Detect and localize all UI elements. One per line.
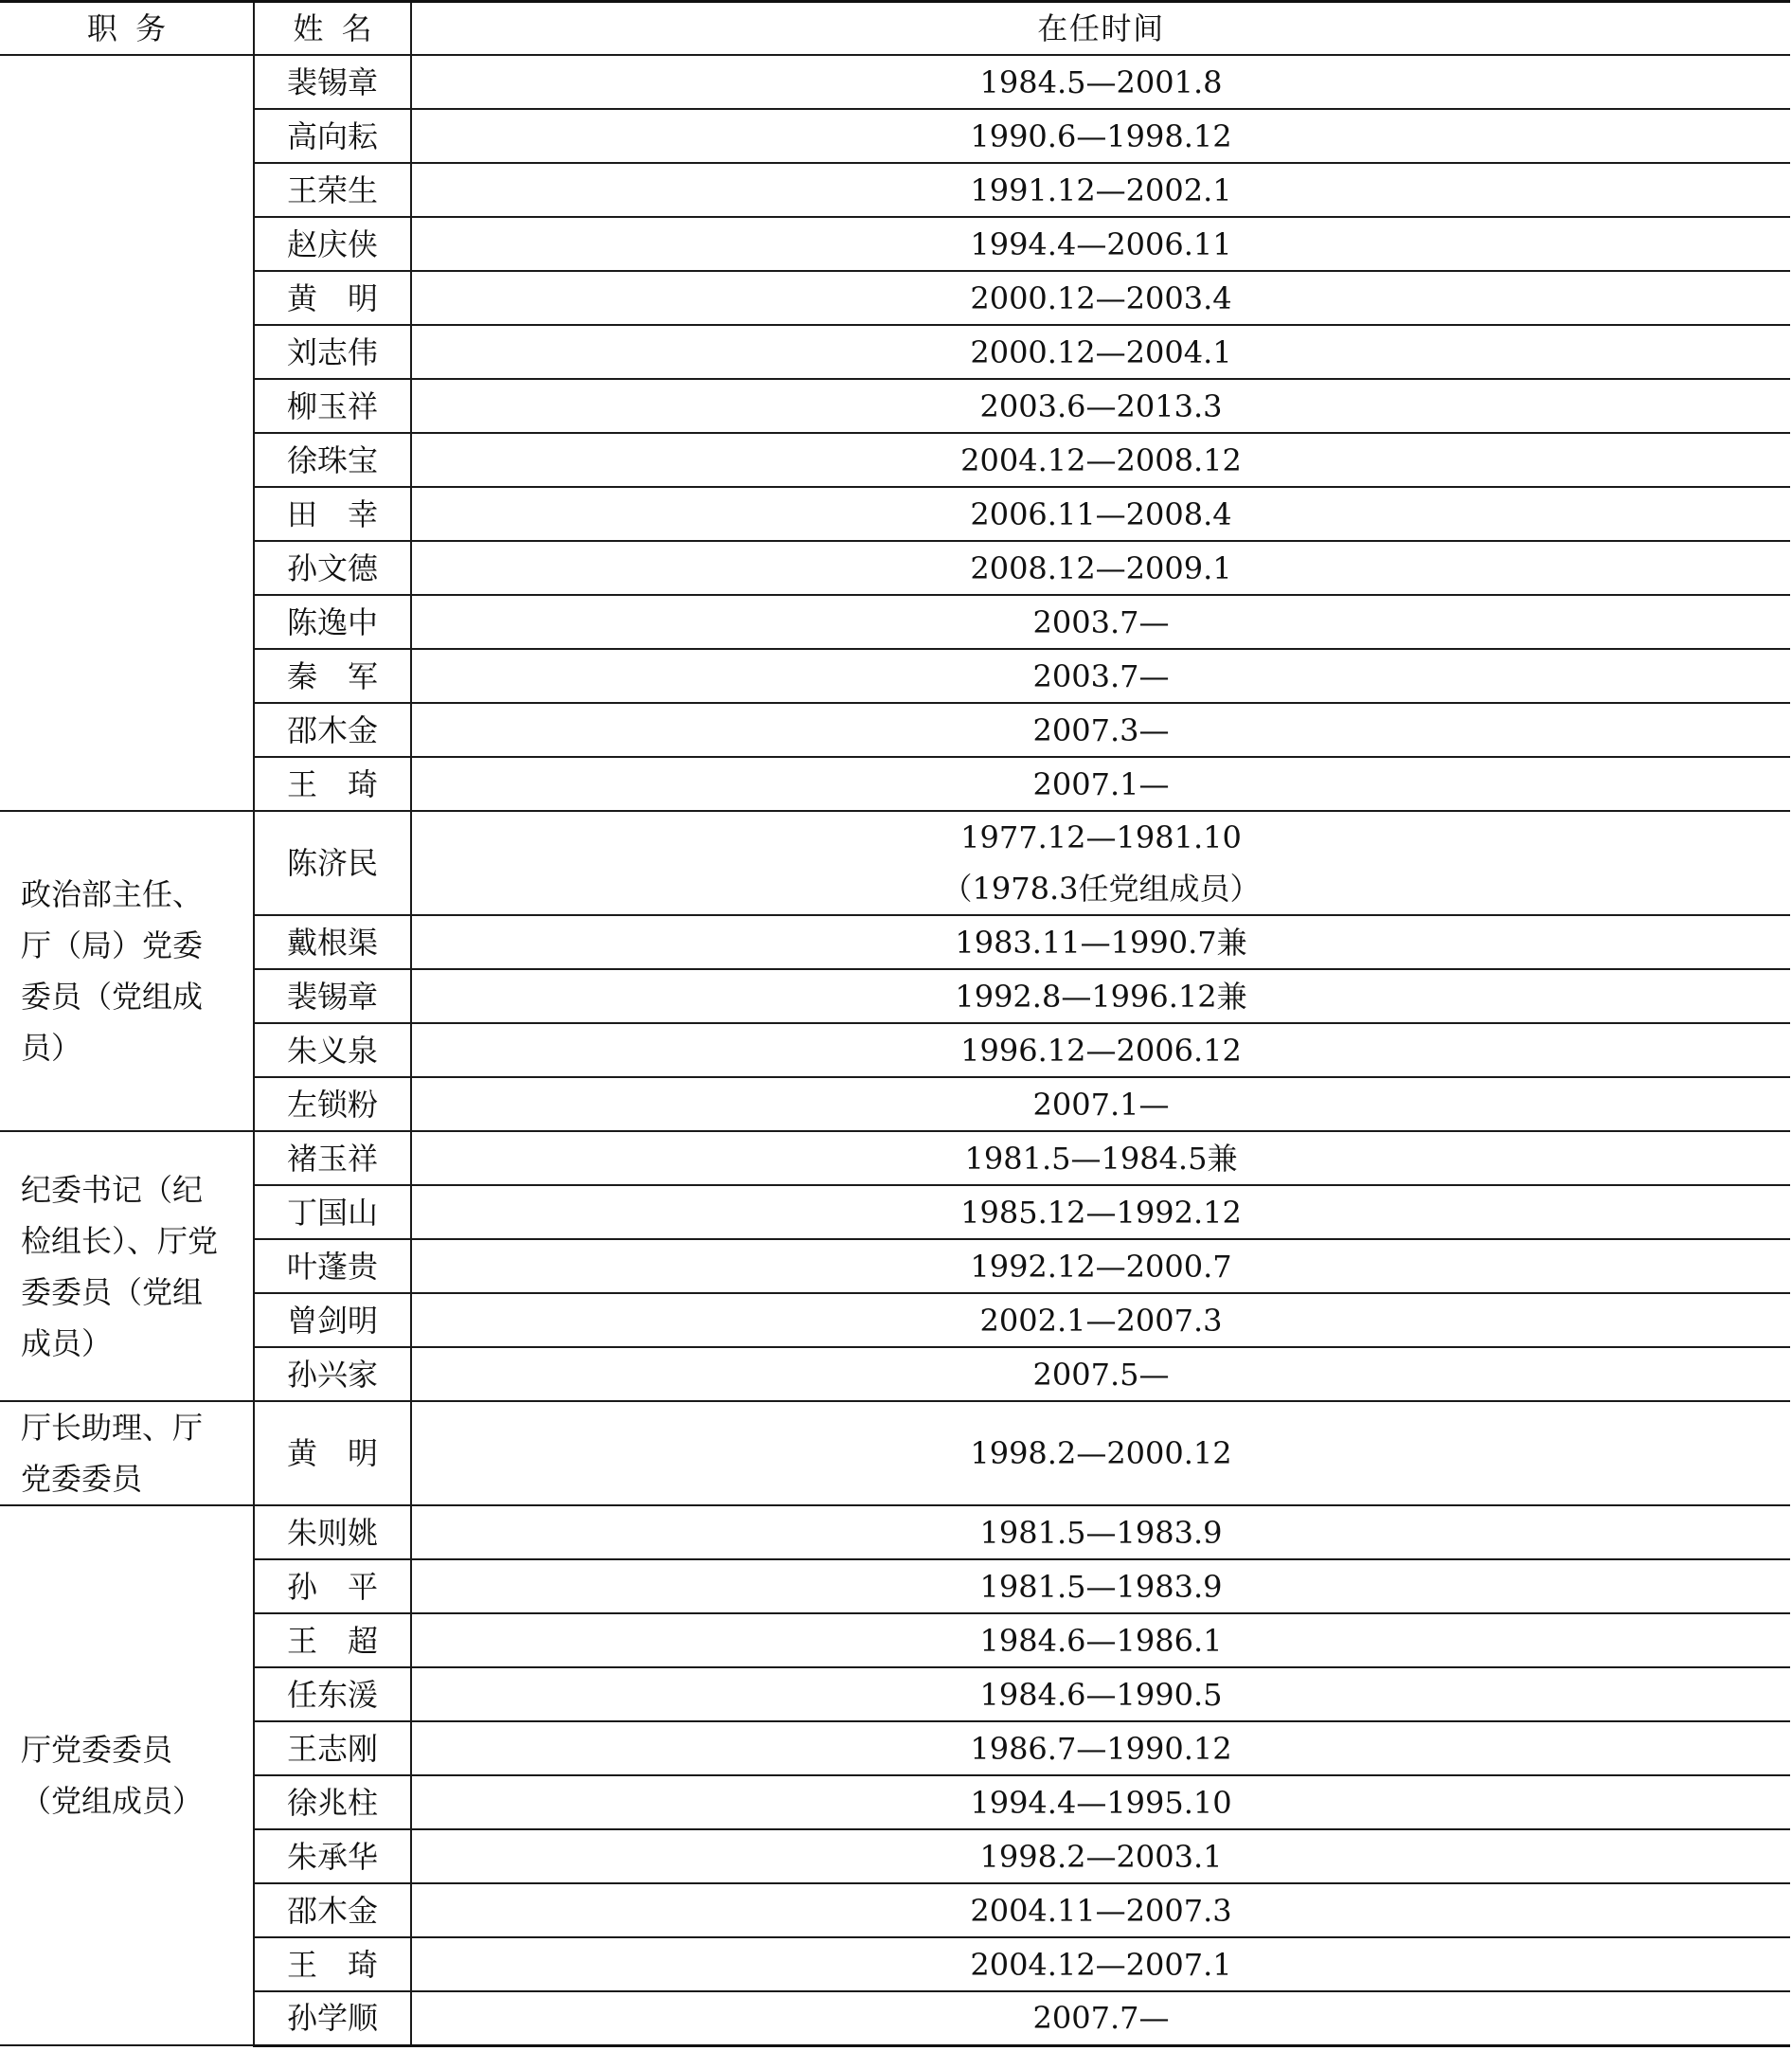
table-row — [0, 595, 1790, 649]
tenure-cell: 1981.5—1983.9 — [411, 1559, 1790, 1613]
tenure-cell: 2003.6—2013.3 — [411, 379, 1790, 433]
name-cell: 邵木金 — [254, 1883, 411, 1937]
table-row — [0, 1401, 1790, 1505]
name-cell: 王志刚 — [254, 1721, 411, 1775]
tenure-cell: 2007.1— — [411, 757, 1790, 811]
name-cell: 柳玉祥 — [254, 379, 411, 433]
table-row — [0, 1829, 1790, 1883]
name-cell: 孙 平 — [254, 1559, 411, 1613]
tenure-cell: 2002.1—2007.3 — [411, 1293, 1790, 1347]
table-row — [0, 1883, 1790, 1937]
name-cell: 左锁粉 — [254, 1077, 411, 1131]
table-row — [0, 1559, 1790, 1613]
name-cell: 陈济民 — [254, 811, 411, 915]
position-cell: 厅长助理、厅党委委员 — [0, 1401, 254, 1505]
tenure-cell: 2007.7— — [411, 1991, 1790, 2045]
name-cell: 王 超 — [254, 1613, 411, 1667]
tenure-cell: 1986.7—1990.12 — [411, 1721, 1790, 1775]
name-cell: 陈逸中 — [254, 595, 411, 649]
table-row — [0, 271, 1790, 325]
tenure-cell: 2008.12—2009.1 — [411, 541, 1790, 595]
name-cell: 徐兆柱 — [254, 1775, 411, 1829]
table-row — [0, 487, 1790, 541]
tenure-cell: 1998.2—2000.12 — [411, 1401, 1790, 1505]
table-row — [0, 1293, 1790, 1347]
name-cell: 王荣生 — [254, 163, 411, 217]
tenure-cell: 1992.8—1996.12兼 — [411, 969, 1790, 1023]
tenure-cell: 1981.5—1984.5兼 — [411, 1131, 1790, 1185]
table-row — [0, 1185, 1790, 1239]
table-row — [0, 649, 1790, 703]
tenure-cell: 2007.5— — [411, 1347, 1790, 1401]
tenure-cell: 1984.6—1990.5 — [411, 1667, 1790, 1721]
tenure-cell: 2000.12—2003.4 — [411, 271, 1790, 325]
name-cell: 王 琦 — [254, 757, 411, 811]
table-row — [0, 217, 1790, 271]
table-row — [0, 1991, 1790, 2045]
position-cell — [0, 55, 254, 811]
table-body — [0, 2, 1790, 2046]
table-row — [0, 1613, 1790, 1667]
name-cell: 曾剑明 — [254, 1293, 411, 1347]
tenure-cell: 1984.6—1986.1 — [411, 1613, 1790, 1667]
table-row — [0, 325, 1790, 379]
name-cell: 王 琦 — [254, 1937, 411, 1991]
tenure-cell: 2003.7— — [411, 649, 1790, 703]
name-cell: 黄 明 — [254, 271, 411, 325]
table-row — [0, 1023, 1790, 1077]
table-row — [0, 433, 1790, 487]
name-cell: 叶蓬贵 — [254, 1239, 411, 1293]
tenure-cell: 2007.1— — [411, 1077, 1790, 1131]
tenure-cell: 2004.12—2007.1 — [411, 1937, 1790, 1991]
name-cell: 任东湲 — [254, 1667, 411, 1721]
tenure-cell: 1981.5—1983.9 — [411, 1505, 1790, 1559]
tenure-cell: 1985.12—1992.12 — [411, 1185, 1790, 1239]
table-row — [0, 1775, 1790, 1829]
table-row — [0, 1131, 1790, 1185]
table-row — [0, 1505, 1790, 1559]
table-row — [0, 541, 1790, 595]
tenure-cell: 2004.11—2007.3 — [411, 1883, 1790, 1937]
tenure-cell: 1983.11—1990.7兼 — [411, 915, 1790, 969]
table-row — [0, 757, 1790, 811]
table-row — [0, 163, 1790, 217]
header-name: 姓名 — [254, 2, 411, 56]
tenure-cell: 2006.11—2008.4 — [411, 487, 1790, 541]
tenure-cell: 1994.4—1995.10 — [411, 1775, 1790, 1829]
name-cell: 裴锡章 — [254, 969, 411, 1023]
tenure-cell: 1990.6—1998.12 — [411, 109, 1790, 163]
name-cell: 刘志伟 — [254, 325, 411, 379]
name-cell: 孙兴家 — [254, 1347, 411, 1401]
name-cell: 邵木金 — [254, 703, 411, 757]
name-cell: 田 幸 — [254, 487, 411, 541]
tenure-cell: 2004.12—2008.12 — [411, 433, 1790, 487]
table-row — [0, 1077, 1790, 1131]
table-row — [0, 1239, 1790, 1293]
position-cell: 厅党委委员（党组成员） — [0, 1505, 254, 2045]
name-cell: 孙学顺 — [254, 1991, 411, 2045]
table-row — [0, 969, 1790, 1023]
table-row — [0, 55, 1790, 109]
tenure-cell: 1994.4—2006.11 — [411, 217, 1790, 271]
header-time: 在任时间 — [411, 2, 1790, 56]
name-cell: 褚玉祥 — [254, 1131, 411, 1185]
name-cell: 朱承华 — [254, 1829, 411, 1883]
tenure-cell: 1998.2—2003.1 — [411, 1829, 1790, 1883]
table-row — [0, 1667, 1790, 1721]
name-cell: 秦 军 — [254, 649, 411, 703]
name-cell: 孙文德 — [254, 541, 411, 595]
name-cell: 朱则姚 — [254, 1505, 411, 1559]
table-row — [0, 379, 1790, 433]
name-cell: 裴锡章 — [254, 55, 411, 109]
name-cell: 朱义泉 — [254, 1023, 411, 1077]
table-row — [0, 109, 1790, 163]
tenure-cell: 1991.12—2002.1 — [411, 163, 1790, 217]
name-cell: 赵庆侠 — [254, 217, 411, 271]
table-row — [0, 1721, 1790, 1775]
header-position: 职务 — [0, 2, 254, 56]
tenure-cell: 2003.7— — [411, 595, 1790, 649]
tenure-cell: 1996.12—2006.12 — [411, 1023, 1790, 1077]
table-row — [0, 703, 1790, 757]
name-cell: 徐珠宝 — [254, 433, 411, 487]
table-row — [0, 915, 1790, 969]
table-row — [0, 811, 1790, 915]
header-row — [0, 2, 1790, 56]
name-cell: 丁国山 — [254, 1185, 411, 1239]
position-cell: 纪委书记（纪检组长）、厅党委委员（党组成员） — [0, 1131, 254, 1401]
position-cell: 政治部主任、厅（局）党委委员（党组成员） — [0, 811, 254, 1131]
tenure-cell: 1984.5—2001.8 — [411, 55, 1790, 109]
tenure-cell: 1992.12—2000.7 — [411, 1239, 1790, 1293]
name-cell: 黄 明 — [254, 1401, 411, 1505]
tenure-cell: 2000.12—2004.1 — [411, 325, 1790, 379]
name-cell: 高向耘 — [254, 109, 411, 163]
tenure-cell: 1977.12—1981.10 （1978.3任党组成员） — [411, 811, 1790, 915]
table-row — [0, 1347, 1790, 1401]
table-row — [0, 1937, 1790, 1991]
name-cell: 戴根渠 — [254, 915, 411, 969]
tenure-cell: 2007.3— — [411, 703, 1790, 757]
